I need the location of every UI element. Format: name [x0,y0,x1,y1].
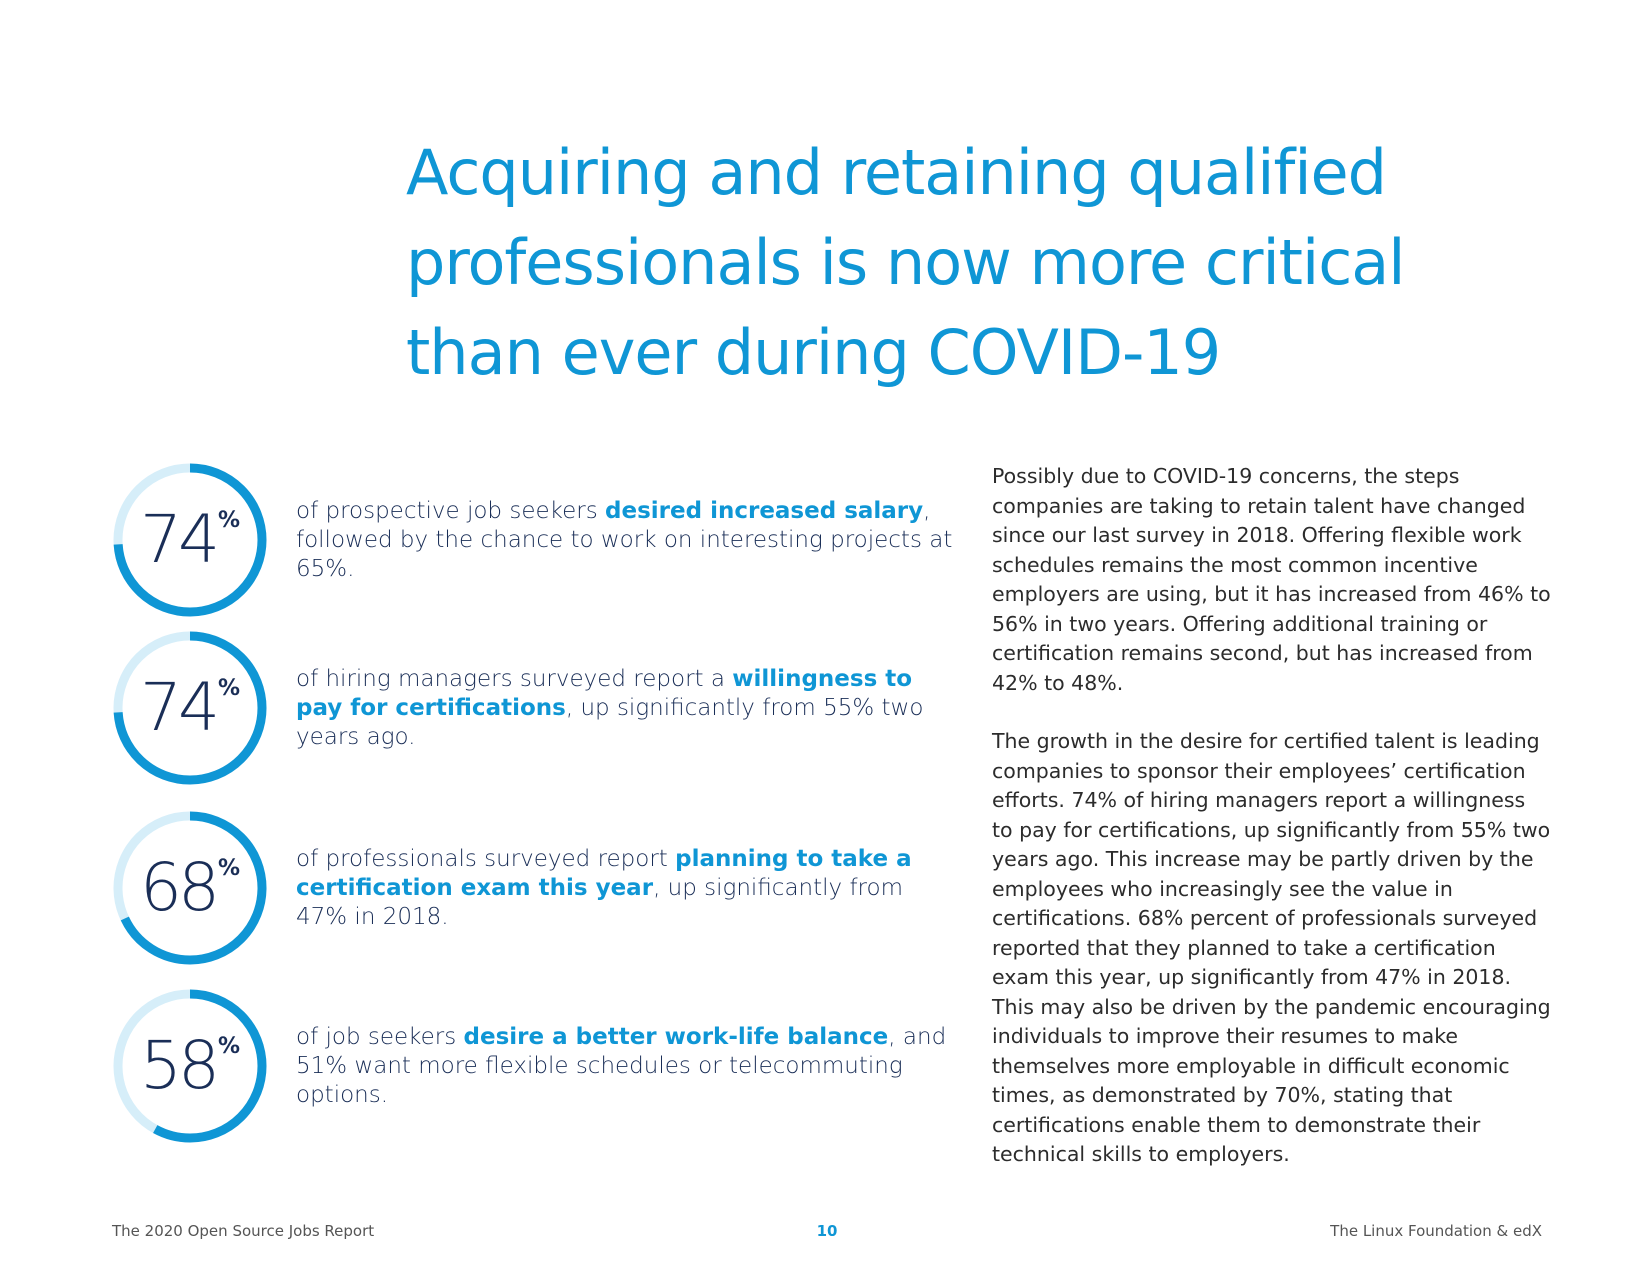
stat-number [112,630,268,786]
body-text-column [992,462,1552,1199]
stat-description [296,630,956,786]
headline-line-3: than ever during COVID-19 [406,316,1221,389]
percent-sign: % [217,508,241,533]
stat-number [112,988,268,1144]
stat-highlight: desire a better work-life balance [463,1023,889,1050]
stat-item [112,462,972,618]
stat-text: of professionals surveyed report [296,845,676,872]
page-number: 10 [816,1222,838,1240]
stat-item [112,810,972,966]
stat-value: 74 [139,501,216,578]
body-paragraph: Possibly due to COVID-19 concerns, the steps companies are taking to retain talent have changed since our last survey in 2018. Offering flexible work schedules remains the most common incentive employers are using, but it has increased from 46% to 56% in two years. Offering additional training or certification remains second, but has increased from 42% to 48%. [992,464,1551,695]
stat-value: 68 [139,849,216,926]
stat-description [296,988,956,1144]
stat-highlight: willingness to pay for certifications [296,665,913,721]
stat-text: , followed by the chance to work on interesting projects at 65%. [296,497,953,582]
headline-line-2: professionals is now more critical [406,226,1405,299]
body-paragraph: The growth in the desire for certified talent is leading companies to sponsor their employees’ certification efforts. 74% of hiring managers report a willingness to pay for certifications, up significantly from 55% two years ago. This increase may be partly driven by the employees who increasingly see the value in certifications. 68% percent of professionals surveyed reported that they planned to take a certification exam this year, up significantly from 47% in 2018. This may also be driven by the pandemic encouraging individuals to improve their resumes to make themselves more employable in difficult economic times, as demonstrated by 70%, stating that certifications enable them to demonstrate their technical skills to employers. [992,729,1551,1166]
percent-sign: % [217,1034,241,1059]
stat-text: , and 51% want more flexible schedules or telecommuting options. [296,1023,947,1108]
stat-description [296,462,956,618]
stat-highlight: planning to take a certification exam this year [296,845,912,901]
stat-text: of job seekers [296,1023,464,1050]
stat-description [296,810,956,966]
percent-sign: % [217,856,241,881]
stat-value: 74 [139,669,216,746]
stat-number [112,462,268,618]
stat-item [112,988,972,1144]
stat-number [112,810,268,966]
publisher: The Linux Foundation & edX [1330,1222,1542,1240]
page-headline [406,128,1526,398]
stat-value: 58 [139,1027,216,1104]
stat-text: , up significantly from 55% two years ago. [296,694,924,750]
stat-highlight: desired increased salary [605,497,924,524]
percent-sign: % [217,676,241,701]
headline-line-1: Acquiring and retaining qualified [406,136,1387,209]
stat-text: of hiring managers surveyed report a [296,665,733,692]
stat-item [112,630,972,786]
stat-text: , up significantly from 47% in 2018. [296,874,903,930]
report-title: The 2020 Open Source Jobs Report [112,1222,375,1240]
stat-text: of prospective job seekers [296,497,606,524]
